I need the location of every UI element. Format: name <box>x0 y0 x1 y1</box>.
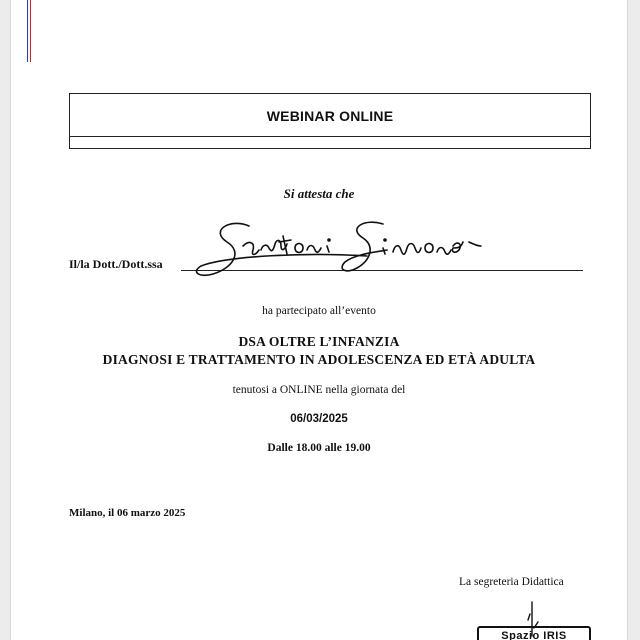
name-label: Il/la Dott./Dott.ssa <box>69 257 163 271</box>
attesta-text: Si attesta che <box>283 186 355 201</box>
event-date: 06/03/2025 <box>290 413 348 425</box>
partecipato-text: ha partecipato all’evento <box>262 305 376 317</box>
handwritten-signature <box>187 212 527 282</box>
certificate-page <box>10 0 628 640</box>
header-title: WEBINAR ONLINE <box>266 108 394 124</box>
signature-text: Santoni Simona <box>187 212 194 213</box>
event-time: Dalle 18.00 alle 19.00 <box>267 442 371 454</box>
place-and-date: Milano, il 06 marzo 2025 <box>69 507 186 519</box>
header-box <box>69 93 591 149</box>
segreteria-label: La segreteria Didattica <box>459 576 564 588</box>
event-title-line2: DIAGNOSI E TRATTAMENTO IN ADOLESCENZA ED ETÀ ADULTA <box>102 352 536 367</box>
flag-stripe <box>27 0 31 62</box>
stamp: Spazio IRIS <box>477 626 591 640</box>
event-title-line1: DSA OLTRE L’INFANZIA <box>238 334 400 349</box>
tenutosi-text: tenutosi a ONLINE nella giornata del <box>232 384 406 396</box>
header-divider <box>70 136 590 137</box>
